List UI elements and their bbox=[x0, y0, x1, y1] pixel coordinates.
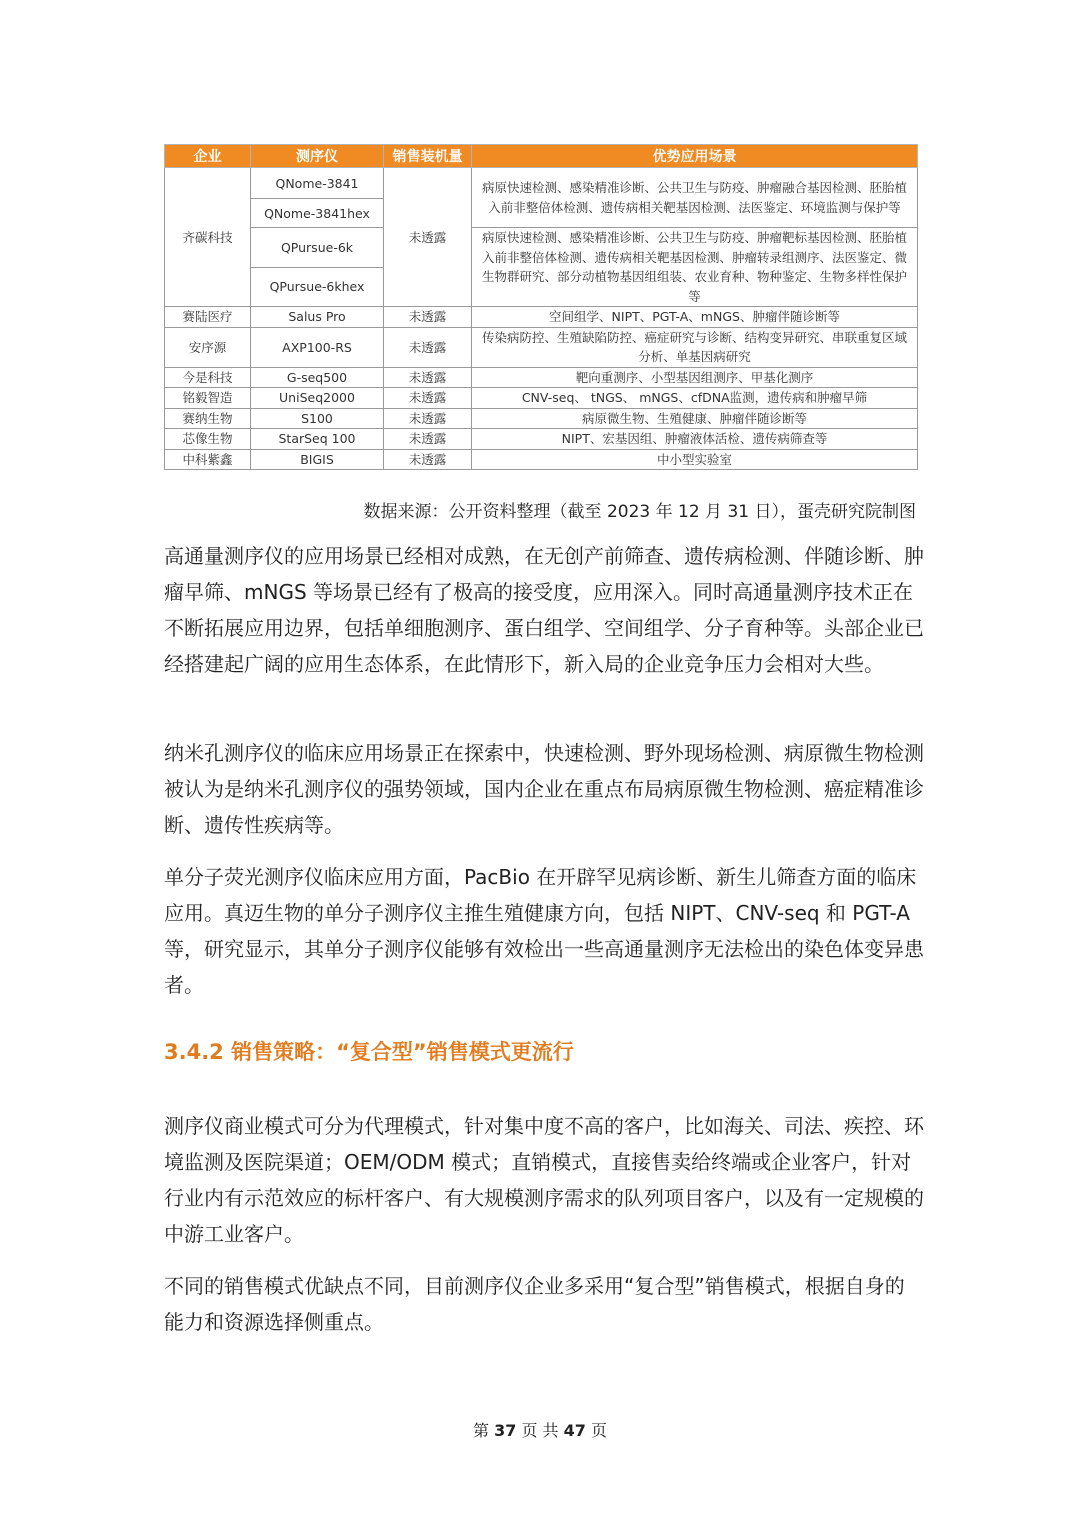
paragraph-high-throughput: 高通量测序仪的应用场景已经相对成熟，在无创产前筛查、遗传病检测、伴随诊断、肿瘤早筛、mNGS 等场景已经有了极高的接受度，应用深入。同时高通量测序技术正在不断拓展应用边界，包括单细胞测序、蛋白组学、空间组学、分子育种等。头部企业已经搭建起广阔的应用生态体系，在此情形下，新入局的企业竞争压力会相对大些。 bbox=[164, 544, 924, 676]
header-sequencer: 测序仪 bbox=[251, 145, 384, 168]
table-row bbox=[165, 429, 918, 450]
table-row bbox=[165, 449, 918, 470]
company-cell: 芯像生物 bbox=[165, 429, 251, 450]
company-cell: 中科紫鑫 bbox=[165, 449, 251, 470]
table-header-row bbox=[165, 145, 918, 168]
model-cell: AXP100-RS bbox=[251, 327, 384, 367]
sequencer-table bbox=[164, 144, 918, 470]
footer-page-number: 37 bbox=[494, 1421, 517, 1440]
application-cell: 传染病防控、生殖缺陷防控、癌症研究与诊断、结构变异研究、串联重复区域分析、单基因病研究 bbox=[472, 327, 918, 367]
table-row bbox=[165, 327, 918, 367]
page-footer bbox=[0, 1418, 1080, 1441]
model-cell: QPursue-6khex bbox=[251, 267, 384, 307]
footer-total-pages: 47 bbox=[563, 1421, 586, 1440]
sales-cell: 未透露 bbox=[384, 327, 472, 367]
company-cell: 今是科技 bbox=[165, 367, 251, 388]
company-cell: 赛纳生物 bbox=[165, 408, 251, 429]
table-row bbox=[165, 168, 918, 199]
model-cell: BIGIS bbox=[251, 449, 384, 470]
paragraph-sales-model: 不同的销售模式优缺点不同，目前测序仪企业多采用“复合型”销售模式，根据自身的能力和资源选择侧重点。 bbox=[164, 1274, 905, 1334]
data-source-caption: 数据来源：公开资料整理（截至 2023 年 12 月 31 日），蛋壳研究院制图 bbox=[363, 502, 916, 522]
application-cell: 中小型实验室 bbox=[472, 449, 918, 470]
sales-cell: 未透露 bbox=[384, 307, 472, 328]
sales-cell: 未透露 bbox=[384, 408, 472, 429]
sales-cell: 未透露 bbox=[384, 168, 472, 307]
application-cell: CNV-seq、 tNGS、 mNGS、cfDNA监测，遗传病和肿瘤早筛 bbox=[472, 388, 918, 409]
sequencer-table-wrapper bbox=[164, 144, 917, 470]
section-heading: 3.4.2 销售策略：“复合型”销售模式更流行 bbox=[164, 1040, 574, 1064]
company-cell: 铭毅智造 bbox=[165, 388, 251, 409]
model-cell: UniSeq2000 bbox=[251, 388, 384, 409]
paragraph-business-model: 测序仪商业模式可分为代理模式，针对集中度不高的客户，比如海关、司法、疾控、环境监测及医院渠道；OEM/ODM 模式；直销模式，直接售卖给终端或企业客户，针对行业内有示范效应的标杆客户、有大规模测序需求的队列项目客户，以及有一定规模的中游工业客户。 bbox=[164, 1114, 924, 1246]
header-company: 企业 bbox=[165, 145, 251, 168]
application-cell: 病原快速检测、感染精准诊断、公共卫生与防疫、肿瘤靶标基因检测、胚胎植入前非整倍体检测、遗传病相关靶基因检测、肿瘤转录组测序、法医鉴定、微生物群研究、部分动植物基因组组装、农业育种、物种鉴定、生物多样性保护等 bbox=[472, 228, 918, 307]
footer-mid: 页 共 bbox=[521, 1421, 559, 1440]
application-cell: 空间组学、NIPT、PGT-A、mNGS、肿瘤伴随诊断等 bbox=[472, 307, 918, 328]
company-cell: 安序源 bbox=[165, 327, 251, 367]
sales-cell: 未透露 bbox=[384, 429, 472, 450]
table-row bbox=[165, 307, 918, 328]
application-cell: 靶向重测序、小型基因组测序、甲基化测序 bbox=[472, 367, 918, 388]
company-cell: 齐碳科技 bbox=[165, 168, 251, 307]
header-sales: 销售装机量 bbox=[384, 145, 472, 168]
application-cell: 病原快速检测、感染精准诊断、公共卫生与防疫、肿瘤融合基因检测、胚胎植入前非整倍体检测、遗传病相关靶基因检测、法医鉴定、环境监测与保护等 bbox=[472, 168, 918, 228]
paragraph-single-molecule: 单分子荧光测序仪临床应用方面，PacBio 在开辟罕见病诊断、新生儿筛查方面的临床应用。真迈生物的单分子测序仪主推生殖健康方向，包括 NIPT、CNV-seq 和 PGT-A 等，研究显示，其单分子测序仪能够有效检出一些高通量测序无法检出的染色体变异患者。 bbox=[164, 865, 924, 997]
footer-prefix: 第 bbox=[472, 1421, 489, 1440]
footer-suffix: 页 bbox=[591, 1421, 608, 1440]
sales-cell: 未透露 bbox=[384, 367, 472, 388]
table-row bbox=[165, 388, 918, 409]
sales-cell: 未透露 bbox=[384, 388, 472, 409]
model-cell: QPursue-6k bbox=[251, 228, 384, 268]
model-cell: QNome-3841 bbox=[251, 168, 384, 199]
company-cell: 赛陆医疗 bbox=[165, 307, 251, 328]
application-cell: NIPT、宏基因组、肿瘤液体活检、遗传病筛查等 bbox=[472, 429, 918, 450]
table-row bbox=[165, 408, 918, 429]
sales-cell: 未透露 bbox=[384, 449, 472, 470]
table-row bbox=[165, 367, 918, 388]
paragraph-nanopore: 纳米孔测序仪的临床应用场景正在探索中，快速检测、野外现场检测、病原微生物检测被认为是纳米孔测序仪的强势领域，国内企业在重点布局病原微生物检测、癌症精准诊断、遗传性疾病等。 bbox=[164, 741, 924, 837]
model-cell: StarSeq 100 bbox=[251, 429, 384, 450]
application-cell: 病原微生物、生殖健康、肿瘤伴随诊断等 bbox=[472, 408, 918, 429]
model-cell: QNome-3841hex bbox=[251, 199, 384, 228]
model-cell: S100 bbox=[251, 408, 384, 429]
header-application: 优势应用场景 bbox=[472, 145, 918, 168]
model-cell: Salus Pro bbox=[251, 307, 384, 328]
model-cell: G-seq500 bbox=[251, 367, 384, 388]
table-row bbox=[165, 228, 918, 268]
